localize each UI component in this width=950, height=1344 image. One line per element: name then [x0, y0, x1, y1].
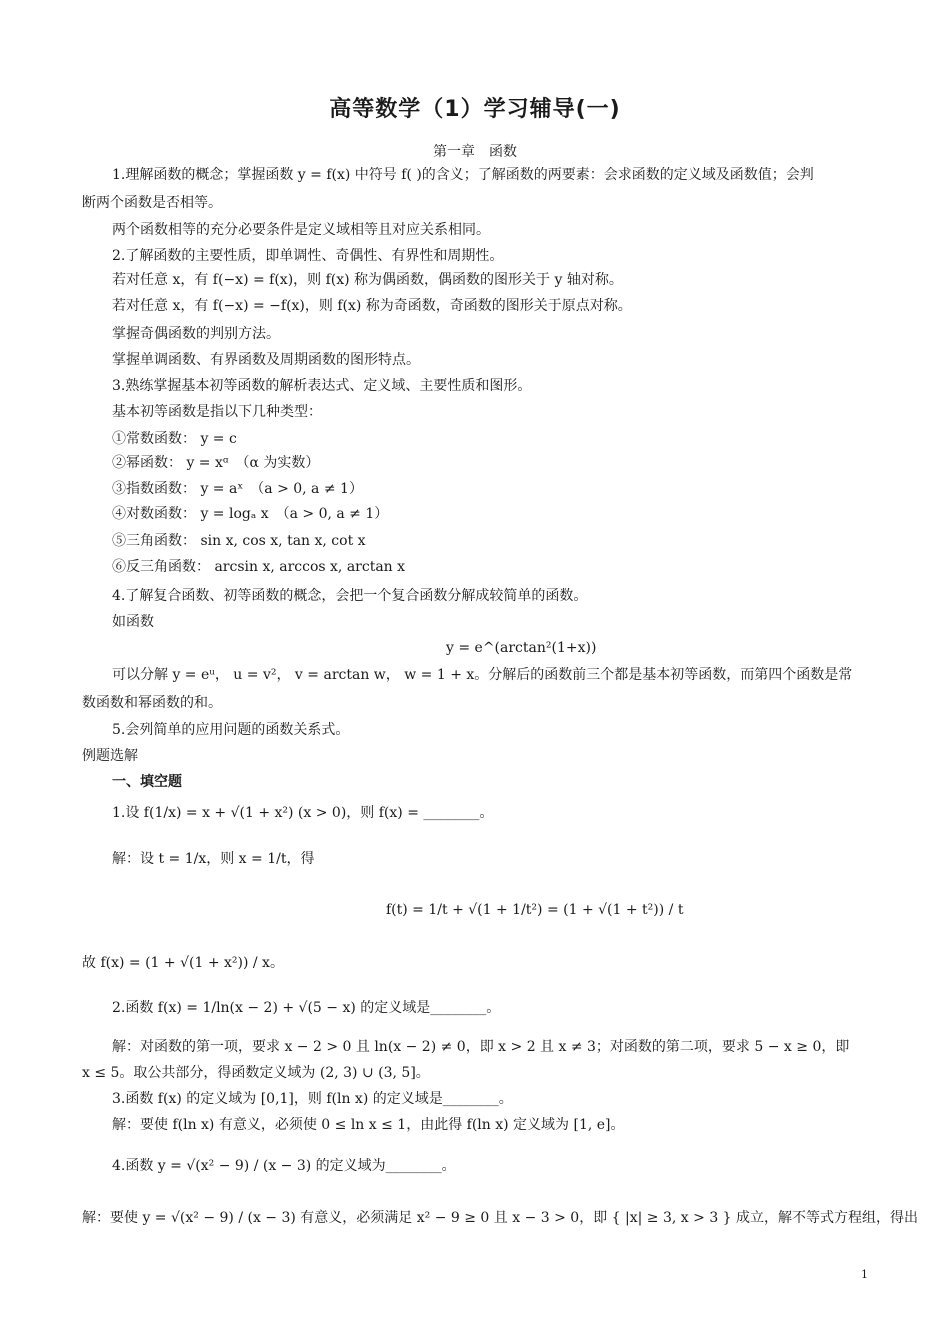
text-line: ④对数函数： y = logₐ x （a > 0, a ≠ 1） [112, 506, 389, 522]
text-line: 断两个函数是否相等。 [82, 195, 222, 211]
text-line: 故 f(x) = (1 + √(1 + x²)) / x。 [82, 955, 284, 971]
text-line: 4.了解复合函数、初等函数的概念，会把一个复合函数分解成较简单的函数。 [112, 588, 588, 604]
text-line: ③指数函数： y = aˣ （a > 0, a ≠ 1） [112, 481, 363, 497]
text-line: 两个函数相等的充分必要条件是定义域相等且对应关系相同。 [112, 222, 490, 238]
text-line: 1.理解函数的概念；掌握函数 y = f(x) 中符号 f( )的含义；了解函数的两要素：会求函数的定义域及函数值；会判 [112, 167, 814, 183]
text-line: 若对任意 x，有 f(−x) = −f(x)，则 f(x) 称为奇函数，奇函数的图形关于原点对称。 [112, 298, 632, 314]
text-line: 如函数 [112, 614, 154, 630]
text-line: ⑥反三角函数： arcsin x, arccos x, arctan x [112, 559, 406, 575]
text-line: y = e^(arctan²(1+x)) [446, 640, 597, 656]
text-line: 数函数和幂函数的和。 [82, 695, 222, 711]
text-line: ⑤三角函数： sin x, cos x, tan x, cot x [112, 533, 366, 549]
text-line: 若对任意 x，有 f(−x) = f(x)，则 f(x) 称为偶函数，偶函数的图形关于 y 轴对称。 [112, 272, 623, 288]
page-number: 1 [861, 1268, 868, 1281]
text-line: 2.了解函数的主要性质，即单调性、奇偶性、有界性和周期性。 [112, 248, 504, 264]
chapter-heading: 第一章 函数 [433, 144, 517, 160]
text-line: 3.函数 f(x) 的定义域为 [0,1]，则 f(ln x) 的定义域是________。 [112, 1091, 513, 1107]
text-line: f(t) = 1/t + √(1 + 1/t²) = (1 + √(1 + t²)) / t [386, 902, 684, 918]
section-heading: 一、填空题 [112, 774, 182, 790]
text-line: ②幂函数： y = xᵅ （α 为实数） [112, 455, 320, 471]
text-line: x ≤ 5。取公共部分，得函数定义域为 (2, 3) ∪ (3, 5]。 [82, 1065, 430, 1081]
text-line: 5.会列简单的应用问题的函数关系式。 [112, 722, 350, 738]
text-line: ①常数函数： y = c [112, 431, 237, 447]
text-line: 例题选解 [82, 748, 138, 764]
text-line: 掌握奇偶函数的判别方法。 [112, 326, 280, 342]
text-line: 2.函数 f(x) = 1/ln(x − 2) + √(5 − x) 的定义域是________。 [112, 1000, 501, 1016]
text-line: 4.函数 y = √(x² − 9) / (x − 3) 的定义域为________。 [112, 1158, 456, 1174]
text-line: 解：对函数的第一项，要求 x − 2 > 0 且 ln(x − 2) ≠ 0，即 x > 2 且 x ≠ 3；对函数的第二项，要求 5 − x ≥ 0，即 [112, 1039, 850, 1055]
text-line: 解：设 t = 1/x，则 x = 1/t，得 [112, 851, 315, 867]
text-line: 3.熟练掌握基本初等函数的解析表达式、定义域、主要性质和图形。 [112, 378, 532, 394]
page-title: 高等数学（1）学习辅导(一) [329, 97, 621, 122]
text-line: 解：要使 f(ln x) 有意义，必须使 0 ≤ ln x ≤ 1，由此得 f(ln x) 定义域为 [1, e]。 [112, 1117, 625, 1133]
text-line: 基本初等函数是指以下几种类型： [112, 404, 322, 420]
text-line: 掌握单调函数、有界函数及周期函数的图形特点。 [112, 352, 420, 368]
text-line: 1.设 f(1/x) = x + √(1 + x²) (x > 0)，则 f(x) = ________。 [112, 805, 494, 821]
text-line: 解：要使 y = √(x² − 9) / (x − 3) 有意义，必须满足 x² − 9 ≥ 0 且 x − 3 > 0，即 { |x| ≥ 3, x > 3 } 成立，解不等式方程组，得出 [82, 1210, 919, 1226]
text-line: 可以分解 y = eᵘ， u = v²， v = arctan w， w = 1 + x。分解后的函数前三个都是基本初等函数，而第四个函数是常 [112, 667, 853, 683]
